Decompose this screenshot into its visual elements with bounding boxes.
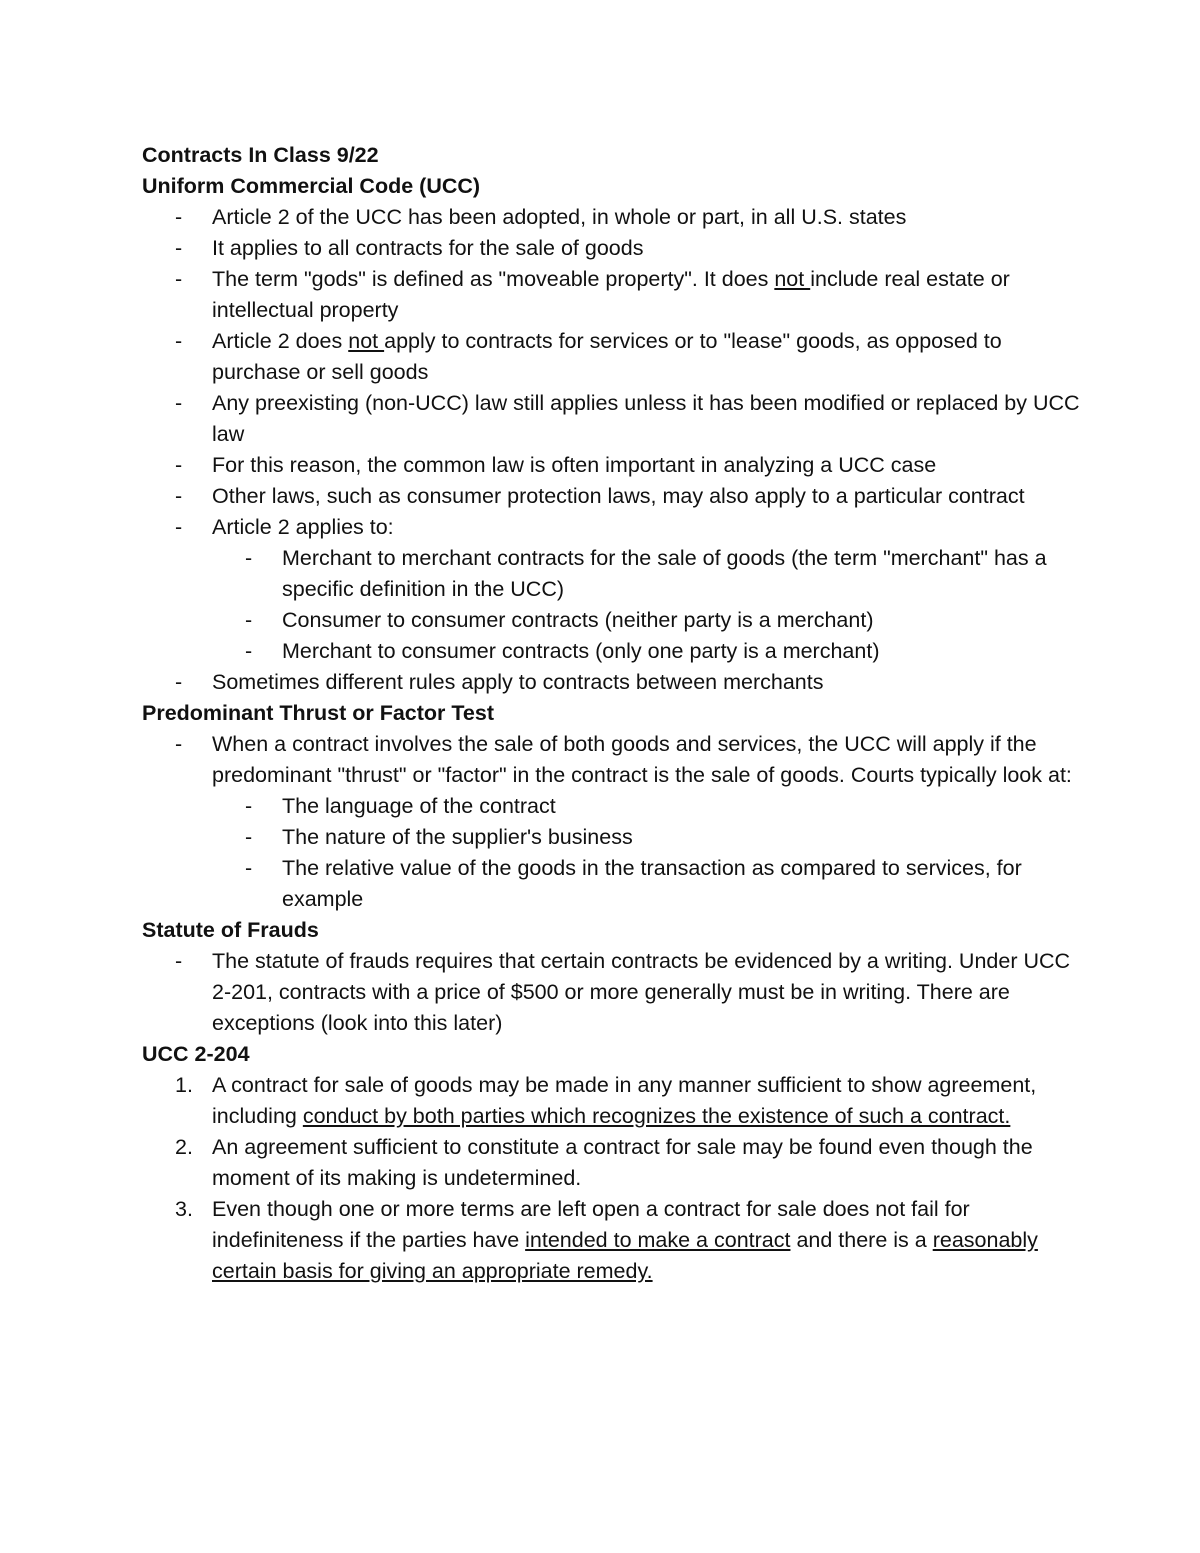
list-item: - When a contract involves the sale of both goods and services, the UCC will apply if the predominant "thrust" or "factor" in the contract is the sale of goods. Courts typically look at: - The language of the contract - The nature of the supplier's business - The relative value of the goods in the transaction as compared to services, for example bbox=[142, 729, 1082, 915]
section-heading-frauds: Statute of Frauds bbox=[142, 918, 319, 942]
frauds-bullet-list bbox=[142, 946, 1082, 1039]
list-item: - Merchant to consumer contracts (only one party is a merchant) bbox=[245, 639, 880, 663]
list-item: - Article 2 does not apply to contracts for services or to "lease" goods, as opposed to purchase or sell goods bbox=[175, 329, 1002, 384]
ucc-2-204-numbered-list bbox=[142, 1070, 1082, 1287]
list-item: - It applies to all contracts for the sale of goods bbox=[175, 236, 644, 260]
list-item: 2. An agreement sufficient to constitute a contract for sale may be found even though the moment of its making is undetermined. bbox=[175, 1135, 1033, 1190]
underlined-text: intended to make a contract bbox=[525, 1228, 791, 1252]
list-item: - Article 2 applies to: - Merchant to merchant contracts for the sale of goods (the term "merchant" has a specific definition in the UCC) - Consumer to consumer contracts (neither party is a merchant) - Merchant to consumer contracts (only one party is a merchant) bbox=[142, 512, 1082, 667]
list-item: - The language of the contract bbox=[245, 794, 556, 818]
nested-list bbox=[212, 791, 1082, 915]
list-item: - Consumer to consumer contracts (neither party is a merchant) bbox=[245, 608, 874, 632]
underlined-text: not bbox=[348, 329, 385, 353]
nested-list bbox=[212, 543, 1082, 667]
list-item: - The relative value of the goods in the transaction as compared to services, for example bbox=[245, 856, 1022, 911]
list-item: 3. Even though one or more terms are left open a contract for sale does not fail for indefiniteness if the parties have intended to make a contract and there is a reasonably certain basis for giving an appropriate remedy. bbox=[175, 1197, 1038, 1283]
section-heading-ucc: Uniform Commercial Code (UCC) bbox=[142, 174, 481, 198]
list-item: - Merchant to merchant contracts for the sale of goods (the term "merchant" has a specific definition in the UCC) bbox=[245, 546, 1047, 601]
list-item: 1. A contract for sale of goods may be made in any manner sufficient to show agreement, including conduct by both parties which recognizes the existence of such a contract. bbox=[175, 1073, 1037, 1128]
section-heading-thrust: Predominant Thrust or Factor Test bbox=[142, 701, 494, 725]
list-item: - Any preexisting (non-UCC) law still applies unless it has been modified or replaced by UCC law bbox=[175, 391, 1080, 446]
section-heading-ucc-2-204: UCC 2-204 bbox=[142, 1042, 250, 1066]
underlined-text: conduct by both parties which recognizes the existence of such a contract. bbox=[302, 1104, 1011, 1128]
thrust-bullet-list bbox=[142, 729, 1082, 915]
list-item: - The term "gods" is defined as "moveable property". It does not include real estate or intellectual property bbox=[175, 267, 1010, 322]
list-item: - Sometimes different rules apply to contracts between merchants bbox=[175, 670, 824, 694]
underlined-text: reasonably certain basis for giving an appropriate remedy. bbox=[212, 1228, 1038, 1283]
document-title: Contracts In Class 9/22 bbox=[142, 143, 379, 167]
list-item: - For this reason, the common law is often important in analyzing a UCC case bbox=[175, 453, 937, 477]
list-item: - Article 2 of the UCC has been adopted, in whole or part, in all U.S. states bbox=[175, 205, 907, 229]
list-item: - The statute of frauds requires that certain contracts be evidenced by a writing. Under UCC 2-201, contracts with a price of $500 or more generally must be in writing. There are exceptions (look into this later) bbox=[175, 949, 1071, 1035]
list-item: - Other laws, such as consumer protection laws, may also apply to a particular contract bbox=[175, 484, 1025, 508]
underlined-text: not bbox=[774, 267, 811, 291]
list-item: - The nature of the supplier's business bbox=[245, 825, 633, 849]
document-body bbox=[142, 140, 1082, 1287]
ucc-bullet-list bbox=[142, 202, 1082, 698]
